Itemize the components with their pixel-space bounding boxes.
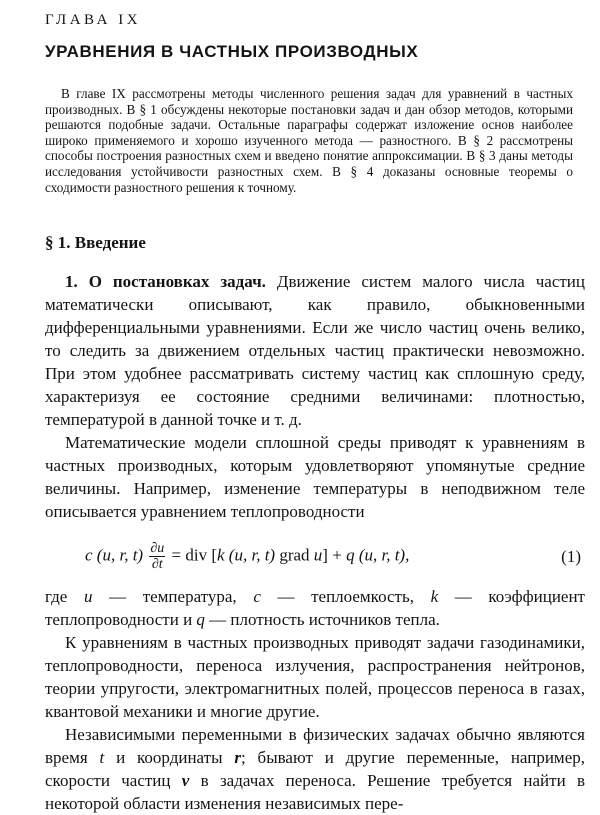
eq-bracket-close: ] (322, 545, 328, 565)
chapter-abstract: В главе IX рассмотрены методы численного решения задач для уравнений в частных производных. В § 1 обсуждены некоторые постановки задач и дан обзор методов, которыми решаются подобные задачи. Остальные параграфы содержат изложение основ наиболее широко применяемого и хорошо изученного метода — разностного. В § 2 рассмотрены способы построения разностных схем и введено понятие аппроксимации. В § 3 даны методы исследования устойчивости разностных схем. В § 4 доказаны основные теоремы о сходимости разностного решения к точному. (45, 86, 573, 195)
body-text (45, 270, 585, 815)
p3-text-b: — температура, (92, 587, 254, 606)
p3-text-f: — плотность источников тепла. (204, 610, 440, 629)
section-heading: § 1. Введение (45, 233, 146, 252)
eq-grad-arg: u (313, 545, 323, 565)
paragraph-2: Математические модели сплошной среды приводят к уравнениям в частных производных, которым удовлетворяют упомянутые средние величины. Например, изменение температуры в неподвижном теле описывается уравнением теплопроводности (45, 433, 585, 521)
p5-text-a: Независимыми переменными в физических задачах обычно являются время (45, 725, 585, 767)
var-q: q (196, 610, 205, 629)
var-k: k (430, 587, 439, 606)
equation-number: (1) (561, 547, 581, 566)
p5-text-d: в задачах переноса. Решение требуется найти в некоторой области изменения независимых пере- (45, 771, 586, 813)
var-t: t (99, 748, 105, 767)
var-r: r (234, 748, 241, 767)
eq-lhs-coef: c (u, r, t) (85, 545, 144, 565)
chapter-label: ГЛАВА IX (45, 12, 142, 28)
paragraph-1-text: Движение систем малого числа частиц математически описывают, как правило, обыкновенными дифференциальными уравнениями. Если же число частиц очень велико, то следить за движением отдельных частиц практически невозможно. При этом удобнее рассматривать систему частиц как сплошную среду, характеризуя ее состояние средними величинами: плотностью, температурой в данной точке и т. д. (45, 272, 585, 429)
paragraph-5 (45, 723, 585, 815)
eq-derivative (149, 541, 165, 572)
chapter-title: УРАВНЕНИЯ В ЧАСТНЫХ ПРОИЗВОДНЫХ (45, 42, 419, 61)
p5-text-b: и координаты (104, 748, 235, 767)
eq-k-term: k (u, r, t) (217, 545, 276, 565)
paragraph-1 (45, 270, 585, 431)
heat-equation (45, 531, 585, 581)
equation-body (85, 541, 409, 572)
paragraph-4: К уравнениям в частных производных приводят задачи газодинамики, теплопроводности, переноса излучения, распространения нейтронов, теории упругости, электромагнитных полей, процессов переноса в газах, квантовой механики и многие другие. (45, 633, 585, 721)
eq-q-term: q (u, r, t), (346, 545, 410, 565)
paragraph-3 (45, 585, 585, 631)
eq-div: div (185, 545, 208, 565)
p3-text-d: — теплоемкость, (260, 587, 431, 606)
eq-plus: + (327, 545, 347, 565)
eq-derivative-den: ∂t (151, 557, 163, 572)
p3-text-a: где (45, 587, 84, 606)
eq-grad: grad (275, 545, 314, 565)
eq-bracket-open: [ (207, 545, 217, 565)
var-c: c (253, 587, 261, 606)
p3-text-e: — коэффициент теплопроводности и (45, 587, 585, 629)
var-u: u (83, 587, 93, 606)
subsection-title: 1. О постановках задач. (65, 272, 266, 291)
eq-equals: = (167, 545, 186, 565)
p5-text-c: ; бывают и другие переменные, например, скорости частиц (45, 748, 585, 790)
eq-derivative-num: ∂u (150, 541, 165, 556)
var-v: v (181, 771, 190, 790)
